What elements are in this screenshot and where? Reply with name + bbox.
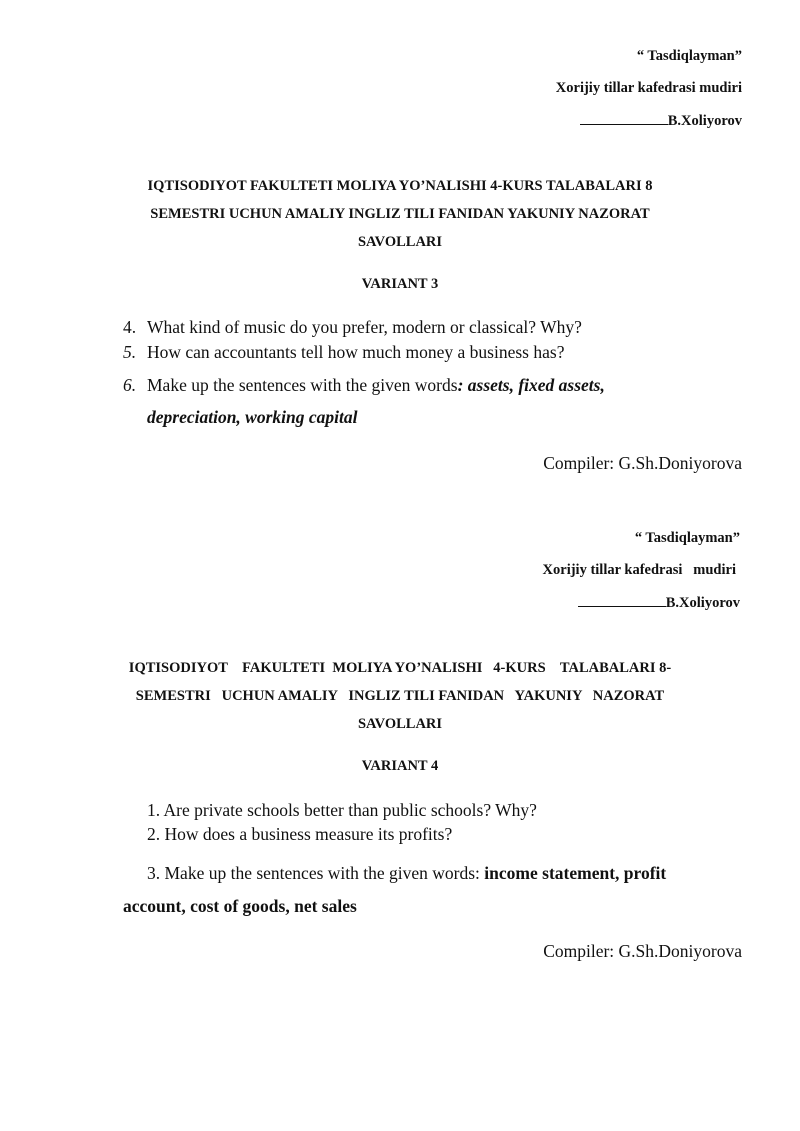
approval-signer: B.Xoliyorov (665, 595, 740, 611)
question-text: How can accountants tell how much money a business has? (147, 342, 565, 362)
question-number: 4. (123, 317, 137, 337)
title-line: SAVOLLARI (357, 234, 443, 250)
question-item (123, 342, 564, 363)
question-text: Are private schools better than public schools? Why? (163, 800, 537, 820)
approval-quote: “ Tasdiqlayman” (634, 530, 740, 546)
question-keywords: : assets, fixed assets, (457, 375, 605, 395)
question-text: Make up the sentences with the given words (147, 375, 458, 395)
question-keywords-continued: depreciation, working capital (147, 407, 358, 427)
title-line: IQTISODIYOT FAKULTETI MOLIYA YO’NALISHI 4-KURS TALABALARI 8 (147, 178, 653, 194)
question-number: 5. (123, 342, 137, 362)
approval-signature-line (580, 112, 742, 130)
question-item (147, 863, 666, 884)
approval-signature-line (578, 594, 740, 612)
question-text: How does a business measure its profits? (164, 824, 453, 844)
title-line: SEMESTRI UCHUN AMALIY INGLIZ TILI FANIDAN YAKUNIY NAZORAT (135, 688, 665, 704)
signature-underline (580, 112, 668, 125)
question-item (123, 317, 582, 338)
question-keywords-continued: account, cost of goods, net sales (123, 896, 357, 916)
approval-position: Xorijiy tillar kafedrasi mudiri (555, 80, 742, 96)
signature-underline (578, 594, 666, 607)
question-text: Make up the sentences with the given words: (164, 863, 485, 883)
approval-quote: “ Tasdiqlayman” (636, 48, 742, 64)
variant-heading: VARIANT 4 (361, 758, 439, 774)
question-item (123, 375, 605, 396)
variant-heading: VARIANT 3 (361, 276, 439, 292)
compiler-credit: Compiler: G.Sh.Doniyorova (543, 453, 742, 473)
question-item (147, 800, 537, 821)
question-number: 2. (147, 824, 161, 844)
title-line: IQTISODIYOT FAKULTETI MOLIYA YO’NALISHI 4-KURS TALABALARI 8- (128, 660, 672, 676)
question-keywords: income statement, profit (484, 863, 667, 883)
approval-signer: B.Xoliyorov (667, 113, 742, 129)
question-number: 3. (147, 863, 161, 883)
compiler-credit: Compiler: G.Sh.Doniyorova (543, 941, 742, 961)
title-line: SEMESTRI UCHUN AMALIY INGLIZ TILI FANIDAN YAKUNIY NAZORAT (150, 206, 650, 222)
approval-position: Xorijiy tillar kafedrasi mudiri (542, 562, 736, 578)
question-item (147, 824, 452, 845)
title-line: SAVOLLARI (357, 716, 443, 732)
question-number: 1. (147, 800, 161, 820)
question-text: What kind of music do you prefer, modern or classical? Why? (147, 317, 582, 337)
question-number: 6. (123, 375, 137, 395)
